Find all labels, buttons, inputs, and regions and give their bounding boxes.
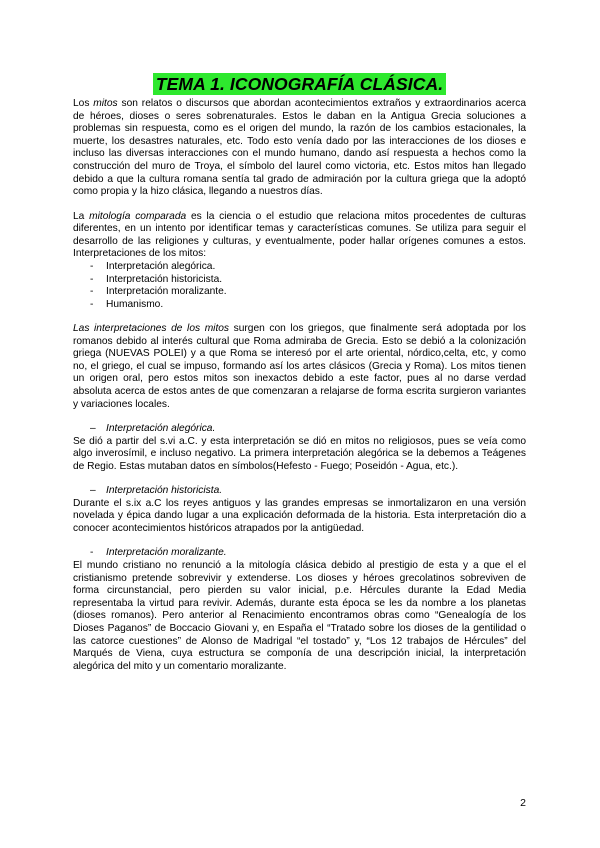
page-content xyxy=(73,73,526,673)
heading-historicista: – Interpretación historicista. xyxy=(73,485,526,498)
paragraph-moralizante: El mundo cristiano no renunció a la mitología clásica debido al prestigio de esta y a que el el cristianismo pretende sobrevivir y extenderse. Los dioses y héroes grecolatinos sobreviven de forma circunstancial, pero pierden su valor inicial, p.e. Hércules durante la Edad Media representaba la virtud para revivir. Además, durante esta época se les da nombre a los planetas (dioses romanos). Pero anterior al Renacimiento encontramos obras como “Genealogía de los Dioses Paganos” de Boccacio Giovani y, en España el “Tratado sobre los dioses de la gentilidad o las catorce cuestiones” de Alonso de Madrigal “el tostado” y, “Los 12 trabajos de Hércules” del Marqués de Viena, cuya estructura se componía de una descripción inicial, la interpretación alegórica del mito y un comentario moralizante. xyxy=(73,559,526,672)
paragraph-mitologia-comparada xyxy=(73,211,526,261)
p1-after: son relatos o discursos que abordan acontecimientos extraños y extraordinarios acerca de héroes, dioses o seres sobrenaturales. Estos le daban en la Antigua Grecia soluciones a problemas sin respuesta, como es el origen del mundo, la razón de los cambios estacionales, la muerte, los desastres naturales, etc. Todo esto venía dado por las interacciones de los dioses e incluso las diversas interacciones con el mundo humano, dando así respuesta a hechos como la construcción del muro de Troya, el símbolo del laurel como victoria, etc. Estos mitos han llegado debido a que la cultura romana sentía tal grado de admiración por la cultura griega que la adoptó como propia y la hizo clásica, llegando a nuestros días. xyxy=(73,98,526,198)
page-number: 2 xyxy=(520,797,526,809)
p2-after: es la ciencia o el estudio que relaciona mitos procedentes de culturas diferentes, en un intento por identificar temas y características comunes. Se utiliza para seguir el desarrollo de las religiones y culturas, y eventualmente, poder hallar orígenes comunes a estos. Interpretaciones de los mitos: xyxy=(73,210,526,260)
term-mitos: mitos xyxy=(93,98,118,109)
paragraph-alegorica: Se dió a partir del s.vi a.C. y esta interpretación se dió en mitos no religiosos, pues se veía como algo inverosímil, e incluso negativo. La primera interpretación alegórica se la debemos a Teágenes de Regio. Estas mutaban datos en símbolos(Hefesto - Fuego; Poseidón - Agua, etc.). xyxy=(73,435,526,472)
list-item: - Humanismo. xyxy=(73,299,526,312)
heading-alegorica: – Interpretación alegórica. xyxy=(73,423,526,436)
term-interpretaciones: Las interpretaciones de los mitos xyxy=(73,323,230,335)
paragraph-mitos xyxy=(73,98,526,199)
title-wrap xyxy=(73,73,526,95)
p3-after: surgen con los griegos, que finalmente será adoptada por los romanos debido al interés cultural que Roma admiraba de Grecia. Esto se debió a la colonización griega (NUEVAS POLEI) y a que Roma se interesó por el arte oriental, nórdico,celta, etc, y como no, el griego, el cual se impuso, formando así los artes clásicos (Grecia y Roma). Los mitos tienen un origen oral, pero estos mitos son inexactos debido a este factor, pues al no darse verdad absoluta acerca de estos antes de que comenzaran a relajarse de forma escrita surgieron variantes y variaciones locales. xyxy=(73,323,526,410)
list-item: - Interpretación alegórica. xyxy=(73,261,526,274)
paragraph-historicista: Durante el s.ix a.C los reyes antiguos y las grandes empresas se inmortalizaron en una versión novelada y épica dando lugar a una explicación deformada de la historia. Esta interpretación dio a conocer acontecimientos históricos atrapados por la antigüedad. xyxy=(73,497,526,534)
heading-moralizante: - Interpretación moralizante. xyxy=(73,547,526,560)
list-item: - Interpretación historicista. xyxy=(73,274,526,287)
paragraph-interpretaciones xyxy=(73,323,526,411)
list-item: - Interpretación moralizante. xyxy=(73,286,526,299)
p2-before: La xyxy=(73,210,90,222)
page-title: TEMA 1. ICONOGRAFÍA CLÁSICA. xyxy=(153,73,446,95)
term-mitologia-comparada: mitología comparada xyxy=(89,210,187,222)
p1-before: Los xyxy=(73,98,94,109)
interpretations-list xyxy=(73,261,526,311)
